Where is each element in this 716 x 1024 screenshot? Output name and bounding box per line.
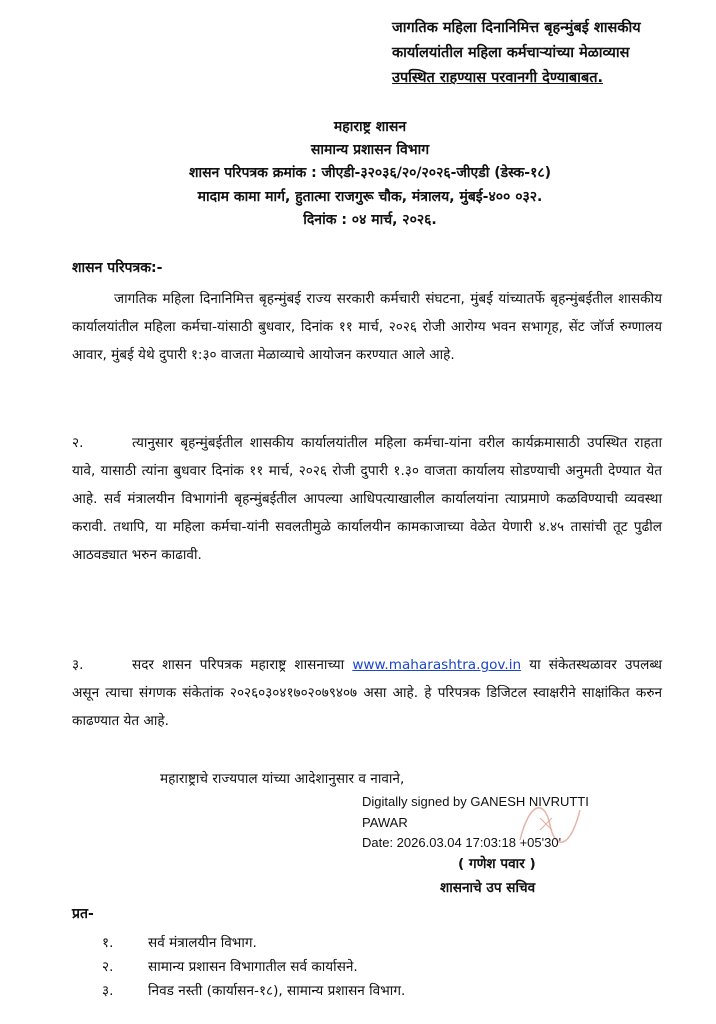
paragraph-3-number: ३.	[72, 657, 84, 673]
paragraph-3-text-before: सदर शासन परिपत्रक महाराष्ट्र शासनाच्या	[132, 657, 345, 673]
paragraph-3	[72, 651, 662, 735]
office-address: मादाम कामा मार्ग, हुतात्मा राजगुरू चौक, मंत्रालय, मुंबई-४०० ०३२.	[197, 189, 543, 205]
subject-line-2: कार्यालयांतील महिला कर्मचाऱ्यांच्या मेळाव्यास	[392, 45, 630, 61]
signature-date: Date: 2026.03.04 17:03:18 +05'30'	[362, 835, 562, 850]
copy-to-item	[72, 956, 632, 975]
paragraph-1: जागतिक महिला दिनानिमित्त बृहन्मुंबई राज्य सरकारी कर्मचारी संघटना, मुंबई यांच्यातर्फे बृहन्मुंबईतील शासकीय कार्यालयांतील महिला कर्मचा-यांसाठी बुधवार, दिनांक ११ मार्च, २०२६ रोजी आरोग्य भवन सभागृह, सेंट जॉर्ज रुग्णालय आवार, मुंबई येथे दुपारी १:३० वाजता मेळाव्याचे आयोजन करण्यात आले आहे.	[72, 291, 662, 363]
subject-block	[392, 16, 702, 91]
signer-name: ( गणेश पवार )	[458, 856, 536, 872]
copy-to-item-text: सामान्य प्रशासन विभागातील सर्व कार्यासने.	[148, 959, 358, 975]
copy-to-item-text: सर्व मंत्रालयीन विभाग.	[148, 935, 257, 951]
website-link[interactable]: www.maharashtra.gov.in	[352, 657, 522, 673]
circular-number: शासन परिपत्रक क्रमांक : जीएडी-३२०३६/२०/२०२६-जीएडी (डेस्क-१८)	[188, 165, 552, 181]
signature-line-1: Digitally signed by GANESH NIVRUTTI	[362, 794, 589, 809]
copy-to-item-number: २.	[102, 959, 114, 975]
paragraph-2	[72, 429, 662, 569]
subject-line-1: जागतिक महिला दिनानिमित्त बृहन्मुंबई शासकीय	[392, 20, 641, 36]
circular-label: शासन परिपत्रक:-	[72, 260, 163, 276]
copy-to-item-number: १.	[102, 935, 114, 951]
government-name: महाराष्ट्र शासन	[333, 119, 407, 135]
copy-to-item	[72, 932, 632, 951]
copy-to-item-number: ३.	[102, 983, 114, 999]
paragraph-3-text-after: या संकेतस्थळावर उपलब्ध असून त्याचा संगणक संकेतांक २०२६०३०४१७०२०७९४०७ असा आहे. हे परिपत्रक डिजिटल स्वाक्षरीने साक्षांकित करुन काढण्यात येत आहे.	[72, 657, 662, 729]
authority-line: महाराष्ट्राचे राज्यपाल यांच्या आदेशानुसार व नावाने,	[160, 771, 405, 787]
signer-designation: शासनाचे उप सचिव	[440, 880, 536, 896]
circular-date: दिनांक : ०४ मार्च, २०२६.	[303, 212, 437, 228]
paragraph-2-text: त्यानुसार बृहन्मुंबईतील शासकीय कार्यालयांतील महिला कर्मचा-यांना वरील कार्यक्रमासाठी उपस्थित राहता यावे, यासाठी त्यांना बुधवार दिनांक ११ मार्च, २०२६ रोजी दुपारी १.३० वाजता कार्यालय सोडण्याची अनुमती देण्यात येत आहे. सर्व मंत्रालयीन विभागांनी बृहन्मुंबईतील आपल्या आधिपत्याखालील कार्यालयांना त्याप्रमाणे कळविण्याची व्यवस्था करावी. तथापि, या महिला कर्मचा-यांनी सवलतीमुळे कार्यालयीन कामकाजाच्या वेळेत येणारी ४.४५ तासांची तूट पुढील आठवड्यात भरुन काढावी.	[72, 435, 662, 563]
department-name: सामान्य प्रशासन विभाग	[310, 142, 430, 158]
paragraph-2-number: २.	[72, 435, 84, 451]
subject-line-3: उपस्थित राहण्यास परवानगी देण्याबाबत.	[392, 70, 603, 86]
copy-to-label: प्रत-	[72, 906, 94, 922]
copy-to-item-text: निवड नस्ती (कार्यासन-१८), सामान्य प्रशासन विभाग.	[148, 983, 406, 999]
copy-to-item	[72, 980, 632, 999]
signature-line-2: PAWAR	[362, 815, 408, 830]
